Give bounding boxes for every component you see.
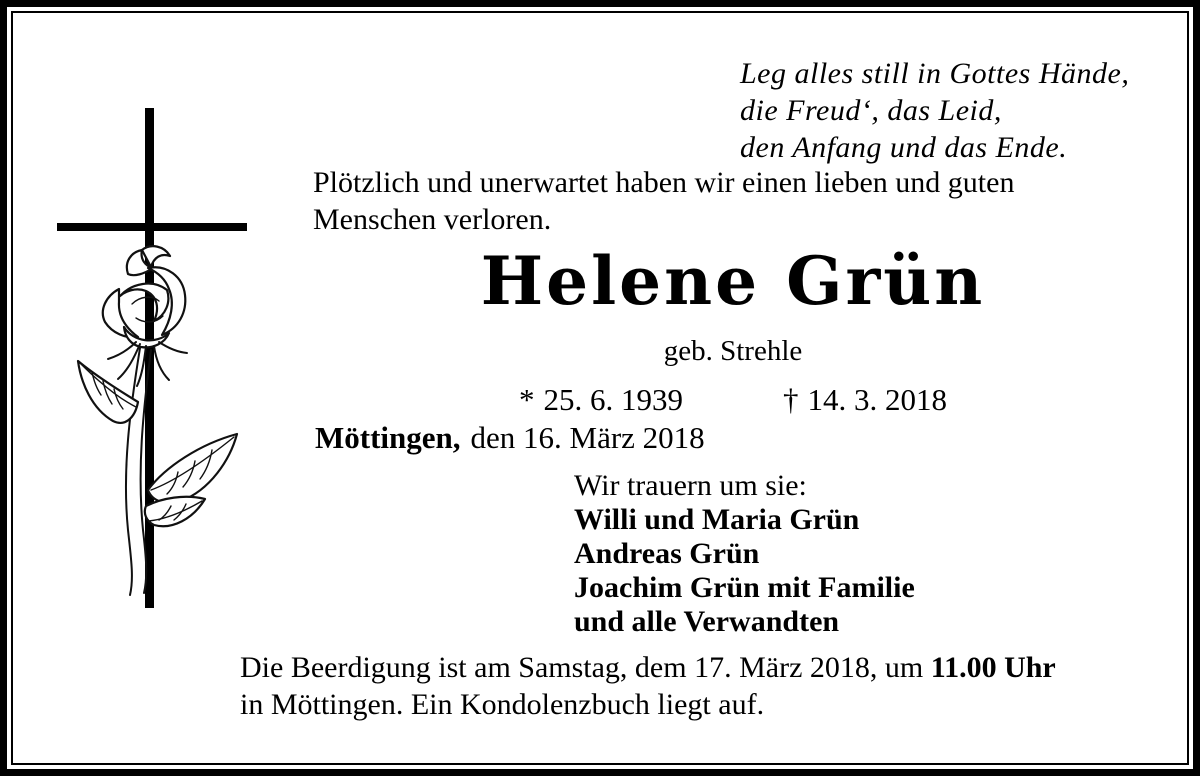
- funeral-line-1: [240, 649, 1056, 686]
- birth-symbol: *: [519, 382, 535, 417]
- epitaph-quote-line-3: den Anfang und das Ende.: [740, 131, 1068, 164]
- maiden-name: geb. Strehle: [663, 335, 803, 367]
- epitaph-quote-line-2: die Freud‘, das Leid,: [740, 94, 1002, 127]
- place-date-text: den 16. März 2018: [470, 420, 705, 455]
- epitaph-quote-line-1: Leg alles still in Gottes Hände,: [740, 57, 1130, 90]
- life-dates: [306, 383, 1160, 417]
- deceased-block: [306, 243, 1160, 417]
- intro-text: [313, 164, 1014, 238]
- rose-icon: [78, 246, 237, 595]
- inner-frame: [11, 11, 1189, 765]
- birth-date-value: 25. 6. 1939: [543, 382, 683, 417]
- mourning-block: [574, 469, 915, 639]
- funeral-info: [240, 649, 1056, 723]
- epitaph-quote: [740, 55, 1129, 166]
- mourning-heading: Wir trauern um sie:: [574, 469, 807, 502]
- intro-line-2: Menschen verloren.: [313, 203, 552, 236]
- mourner-name: Willi und Maria Grün: [574, 503, 860, 536]
- death-date: [783, 383, 947, 417]
- mourner-name: und alle Verwandten: [574, 605, 840, 638]
- deceased-name: Helene Grün: [480, 242, 986, 320]
- cross-and-rose-illustration: [40, 90, 260, 620]
- mourner-name: Andreas Grün: [574, 537, 760, 570]
- funeral-line-2: in Möttingen. Ein Kondolenzbuch liegt auf.: [240, 688, 765, 721]
- funeral-text-before: Die Beerdigung ist am Samstag, dem 17. März 2018, um: [240, 651, 931, 684]
- funeral-time: 11.00 Uhr: [930, 651, 1056, 684]
- place-name: Möttingen,: [315, 420, 461, 455]
- birth-date: [519, 383, 683, 417]
- cross-icon: [57, 108, 247, 608]
- place-date-line: [315, 421, 705, 455]
- death-cross-icon: †: [783, 382, 799, 417]
- intro-line-1: Plötzlich und unerwartet haben wir einen lieben und guten: [313, 166, 1015, 199]
- mourner-name: Joachim Grün mit Familie: [574, 571, 915, 604]
- death-date-value: 14. 3. 2018: [807, 382, 947, 417]
